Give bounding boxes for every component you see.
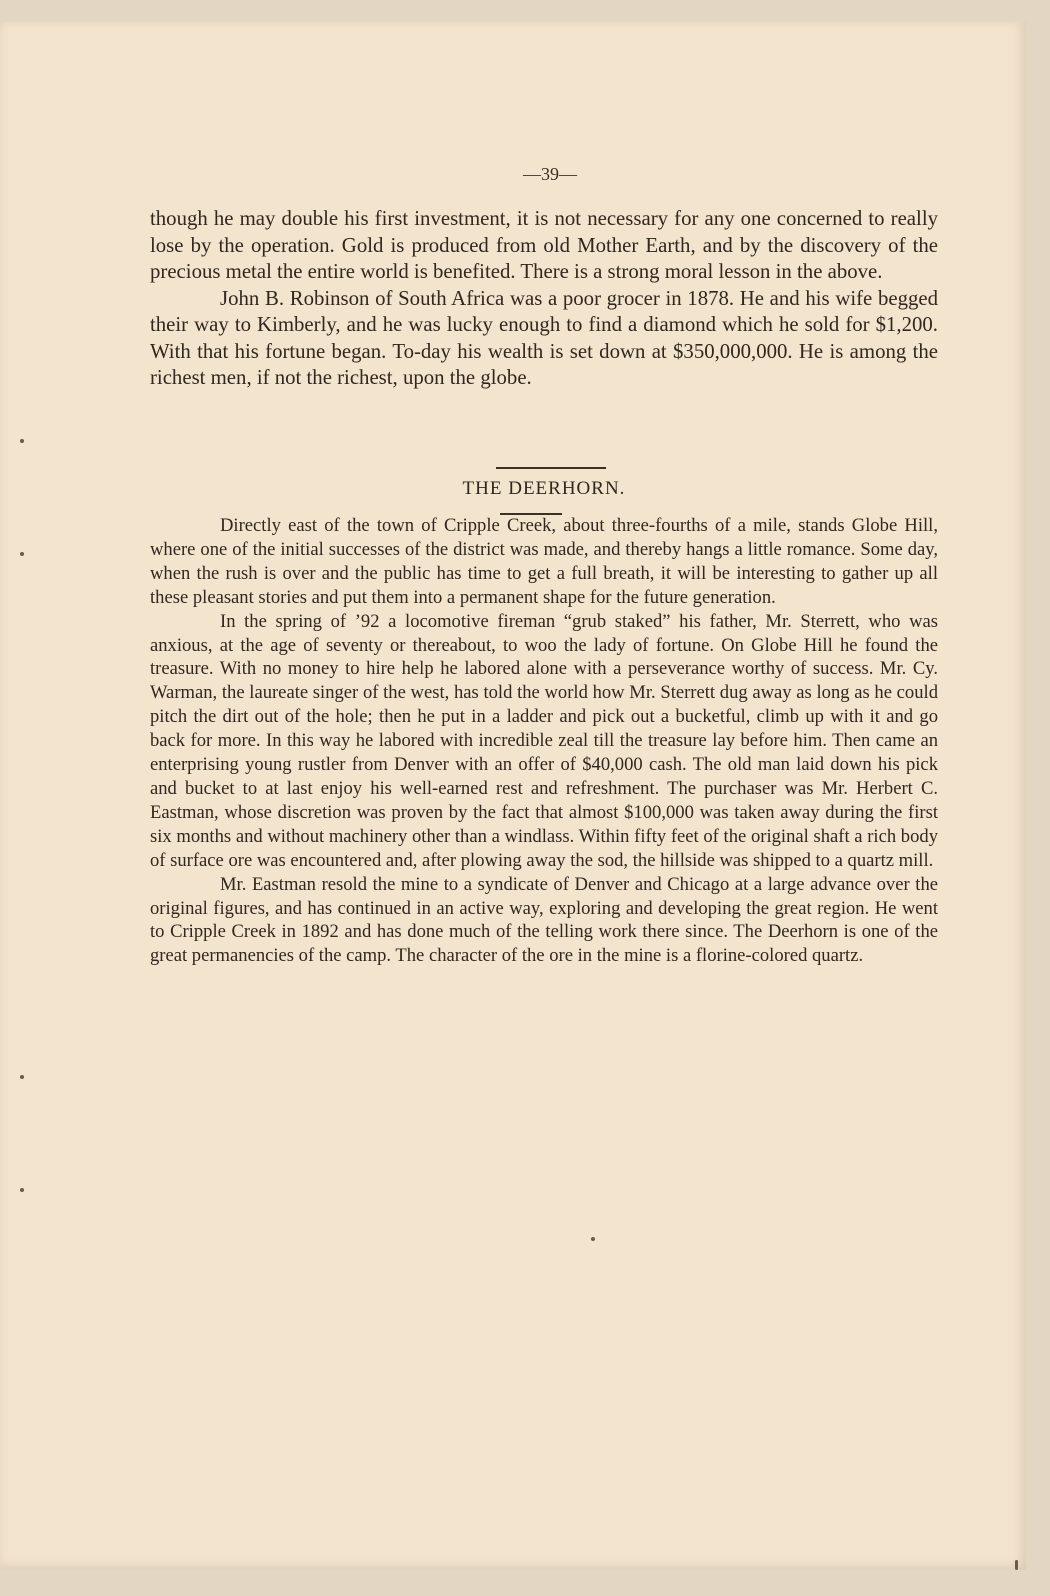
intro-paragraph-1: though he may double his first investment, it is not necessary for any one concerned to really lose by the operation. Gold is produced from old Mother Earth, and by the discovery of the precious metal the entire world is benefited. There is a strong moral lesson in the above. <box>150 207 938 283</box>
paper-speck <box>1015 1560 1018 1570</box>
section-text-block <box>150 514 938 968</box>
section-paragraph-3: Mr. Eastman resold the mine to a syndicate of Denver and Chicago at a large advance over the original figures, and has continued in an active way, exploring and developing the great region. He went to Cripple Creek in 1892 and has done much of the telling work there since. The Deerhorn is one of the great permanencies of the camp. The character of the ore in the mine is a florine-colored quartz. <box>150 873 938 967</box>
paper-speck <box>591 1237 595 1241</box>
heading-rule-top <box>496 467 606 469</box>
section-heading: THE DEERHORN. <box>462 478 626 499</box>
intro-paragraph-2: John B. Robinson of South Africa was a poor grocer in 1878. He and his wife begged their way to Kimberly, and he was lucky enough to find a diamond which he sold for $1,200. With that his fortune began. To-day his wealth is set down at $350,000,000. He is among the richest men, if not the richest, upon the globe. <box>150 286 938 389</box>
paper-speck <box>20 1188 24 1192</box>
section-paragraph-1: Directly east of the town of Cripple Creek, about three-fourths of a mile, stands Globe Hill, where one of the initial successes of the district was made, and thereby hangs a little romance. Some day, when the rush is over and the public has time to get a full breath, it will be interesting to gather up all these pleasant stories and put them into a permanent shape for the future generation. <box>150 515 938 608</box>
paper-speck <box>20 552 24 556</box>
paper-speck <box>20 1075 24 1079</box>
paper-speck <box>20 439 24 443</box>
section-paragraph-2: In the spring of ’92 a locomotive fireman “grub staked” his father, Mr. Sterrett, who was anxious, at the age of seventy or thereabout, to woo the lady of fortune. On Globe Hill he found the treasure. With no money to hire help he labored alone with a perseverance worthy of success. Mr. Cy. Warman, the laureate singer of the west, has told the world how Mr. Sterrett dug away as long as he could pitch the dirt out of the hole; then he put in a ladder and pick out a bucketful, climb up with it and go back for more. In this way he labored with incredible zeal till the treasure lay before him. Then came an enterprising young rustler from Denver with an offer of $40,000 cash. The old man laid down his pick and bucket to at last enjoy his well-earned rest and refreshment. The purchaser was Mr. Herbert C. Eastman, whose discretion was proven by the fact that almost $100,000 was taken away during the first six months and without machinery other than a windlass. Within fifty feet of the original shaft a rich body of surface ore was encountered and, after plowing away the sod, the hillside was shipped to a quartz mill. <box>150 610 938 871</box>
page-number: —39— <box>523 164 577 184</box>
intro-text-block <box>150 206 938 392</box>
